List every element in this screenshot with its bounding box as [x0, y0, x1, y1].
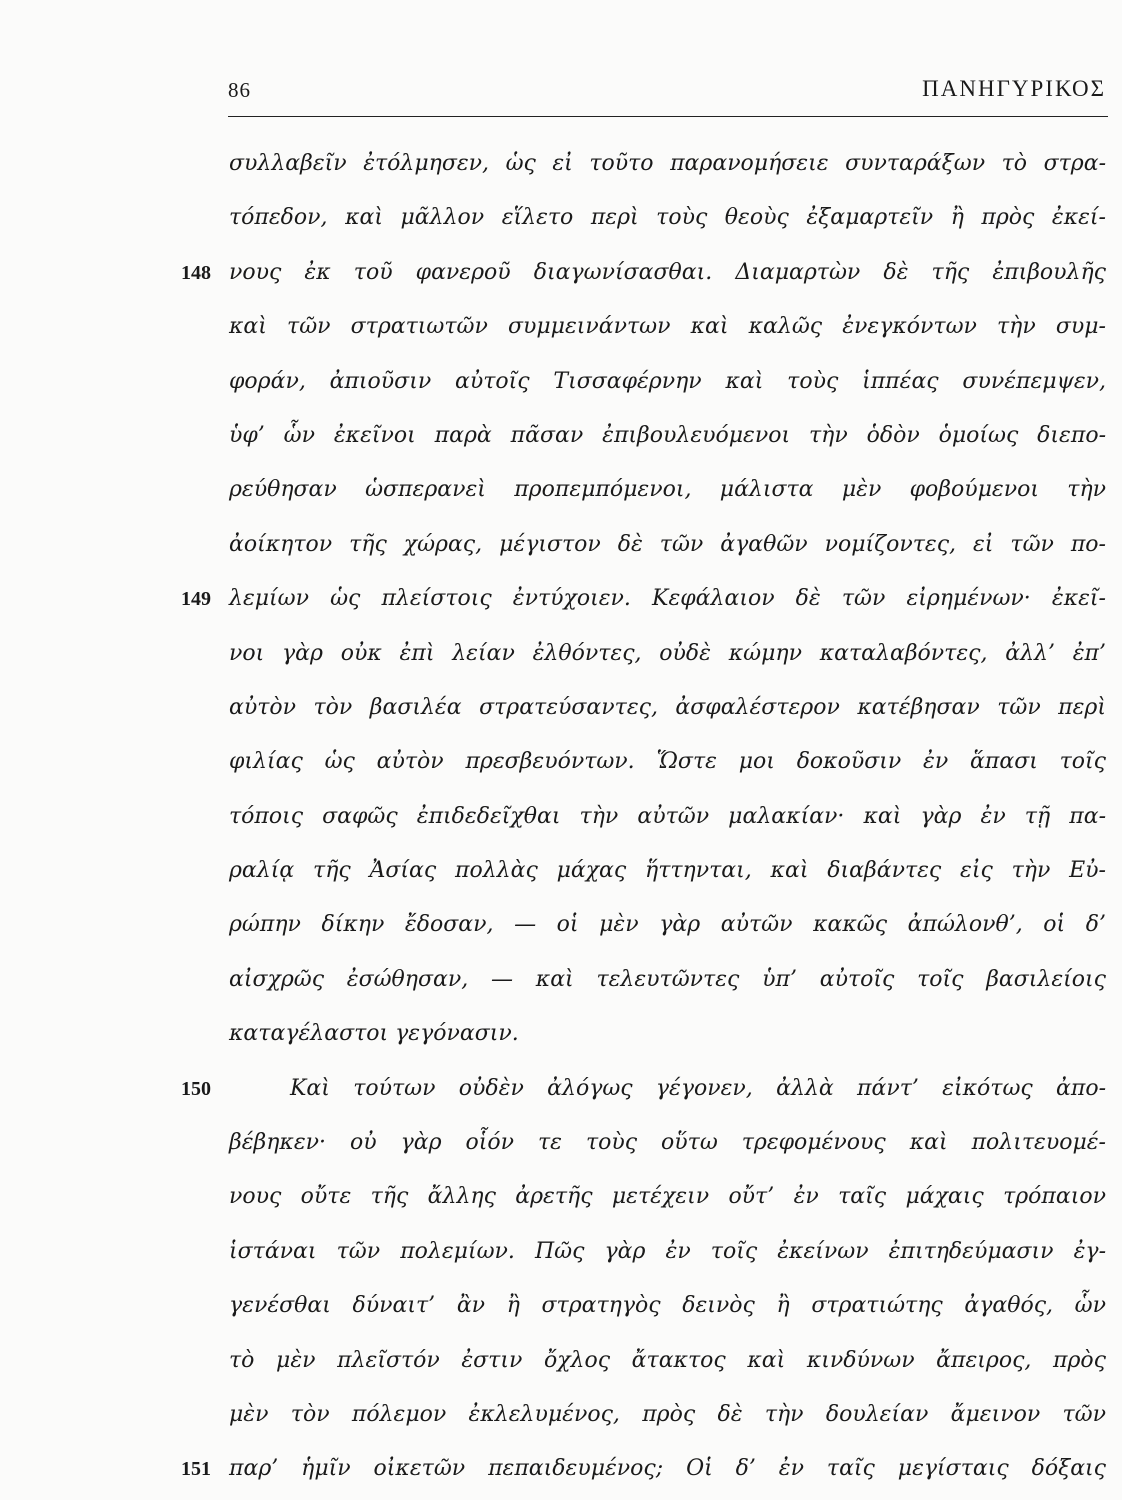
line-text: βέβηκεν· οὐ γὰρ οἷόν τε τοὺς οὕτω τρεφομένους καὶ πολιτευομέ- [229, 1130, 1106, 1156]
text-line [0, 575, 1122, 629]
text-line [0, 793, 1122, 847]
line-text: λεμίων ὡς πλείστοις ἐντύχοιεν. Κεφάλαιον δὲ τῶν εἰρημένων· ἐκεῖ- [229, 586, 1106, 612]
header-rule [228, 116, 1108, 117]
section-number: 149 [181, 588, 211, 611]
line-text: ρεύθησαν ὡσπερανεὶ προπεμπόμενοι, μάλιστα μὲν φοβούμενοι τὴν [229, 477, 1106, 503]
page-number: 86 [228, 78, 251, 102]
text-line [0, 847, 1122, 901]
text-line [0, 358, 1122, 412]
line-text: τόπεδον, καὶ μᾶλλον εἵλετο περὶ τοὺς θεοὺς ἐξαμαρτεῖν ἢ πρὸς ἐκεί- [229, 205, 1106, 231]
section-number: 150 [181, 1077, 211, 1100]
text-line [0, 738, 1122, 792]
text-line [0, 1228, 1122, 1282]
text-line [0, 1282, 1122, 1336]
text-line [0, 956, 1122, 1010]
line-text: ρώπην δίκην ἔδοσαν, — οἱ μὲν γὰρ αὐτῶν κακῶς ἀπώλονθ’, οἱ δ’ [229, 912, 1106, 938]
text-line [0, 901, 1122, 955]
line-text: γενέσθαι δύναιτ’ ἂν ἢ στρατηγὸς δεινὸς ἢ στρατιώτης ἀγαθός, ὧν [229, 1293, 1106, 1319]
text-line [0, 630, 1122, 684]
line-text: μὲν τὸν πόλεμον ἐκλελυμένος, πρὸς δὲ τὴν δουλείαν ἄμεινον τῶν [229, 1401, 1106, 1427]
text-line [0, 1173, 1122, 1227]
line-text: Καὶ τούτων οὐδὲν ἀλόγως γέγονεν, ἀλλὰ πάντ’ εἰκότως ἀπο- [290, 1075, 1106, 1101]
line-text: ραλίᾳ τῆς Ἀσίας πολλὰς μάχας ἥττηνται, καὶ διαβάντες εἰς τὴν Εὐ- [229, 858, 1106, 884]
line-text: ἀοίκητον τῆς χώρας, μέγιστον δὲ τῶν ἀγαθῶν νομίζοντες, εἰ τῶν πο- [229, 531, 1106, 557]
line-text: αἰσχρῶς ἐσώθησαν, — καὶ τελευτῶντες ὑπ’ αὐτοῖς τοῖς βασιλείοις [229, 966, 1106, 992]
text-line [0, 412, 1122, 466]
section-number: 151 [181, 1458, 211, 1481]
text-line [0, 194, 1122, 248]
text-line [0, 1065, 1122, 1119]
line-text: ἱστάναι τῶν πολεμίων. Πῶς γὰρ ἐν τοῖς ἐκείνων ἐπιτηδεύμασιν ἐγ- [229, 1238, 1106, 1264]
line-text: νοι γὰρ οὐκ ἐπὶ λείαν ἐλθόντες, οὐδὲ κώμην καταλαβόντες, ἀλλ’ ἐπ’ [229, 640, 1106, 666]
text-line [0, 1119, 1122, 1173]
text-line [0, 466, 1122, 520]
text-line [0, 1010, 1122, 1064]
section-number: 148 [181, 261, 211, 284]
line-text: καταγέλαστοι γεγόνασιν. [229, 1021, 519, 1047]
text-line [0, 684, 1122, 738]
text-line [0, 1445, 1122, 1499]
text-line [0, 249, 1122, 303]
line-text: παρ’ ἡμῖν οἰκετῶν πεπαιδευμένος; Οἱ δ’ ἐν ταῖς μεγίσταις δόξαις [229, 1456, 1106, 1482]
line-text: νους οὔτε τῆς ἄλλης ἀρετῆς μετέχειν οὔτ’ ἐν ταῖς μάχαις τρόπαιον [229, 1184, 1106, 1210]
text-line [0, 1337, 1122, 1391]
line-text: φοράν, ἀπιοῦσιν αὐτοῖς Τισσαφέρνην καὶ τοὺς ἱππέας συνέπεμψεν, [229, 368, 1106, 394]
text-line [0, 1391, 1122, 1445]
body-text [0, 140, 1122, 1500]
running-title: ΠΑΝΗΓΥΡΙΚΟΣ [922, 76, 1106, 101]
line-text: τὸ μὲν πλεῖστόν ἐστιν ὄχλος ἄτακτος καὶ κινδύνων ἄπειρος, πρὸς [229, 1347, 1106, 1373]
text-line [0, 521, 1122, 575]
line-text: τόποις σαφῶς ἐπιδεδεῖχθαι τὴν αὐτῶν μαλακίαν· καὶ γὰρ ἐν τῇ πα- [229, 803, 1106, 829]
line-text: συλλαβεῖν ἐτόλμησεν, ὡς εἰ τοῦτο παρανομήσειε συνταράξων τὸ στρα- [229, 151, 1106, 176]
text-line [0, 303, 1122, 357]
line-text: νους ἐκ τοῦ φανεροῦ διαγωνίσασθαι. Διαμαρτὼν δὲ τῆς ἐπιβουλῆς [229, 259, 1106, 285]
line-text: ὑφ’ ὧν ἐκεῖνοι παρὰ πᾶσαν ἐπιβουλευόμενοι τὴν ὁδὸν ὁμοίως διεπο- [229, 422, 1106, 448]
running-head [228, 76, 1108, 116]
text-line [0, 140, 1122, 194]
line-text: καὶ τῶν στρατιωτῶν συμμεινάντων καὶ καλῶς ἐνεγκόντων τὴν συμ- [229, 314, 1106, 340]
line-text: φιλίας ὡς αὐτὸν πρεσβευόντων. Ὥστε μοι δοκοῦσιν ἐν ἅπασι τοῖς [229, 749, 1106, 775]
line-text: αὐτὸν τὸν βασιλέα στρατεύσαντες, ἀσφαλέστερον κατέβησαν τῶν περὶ [229, 694, 1106, 720]
